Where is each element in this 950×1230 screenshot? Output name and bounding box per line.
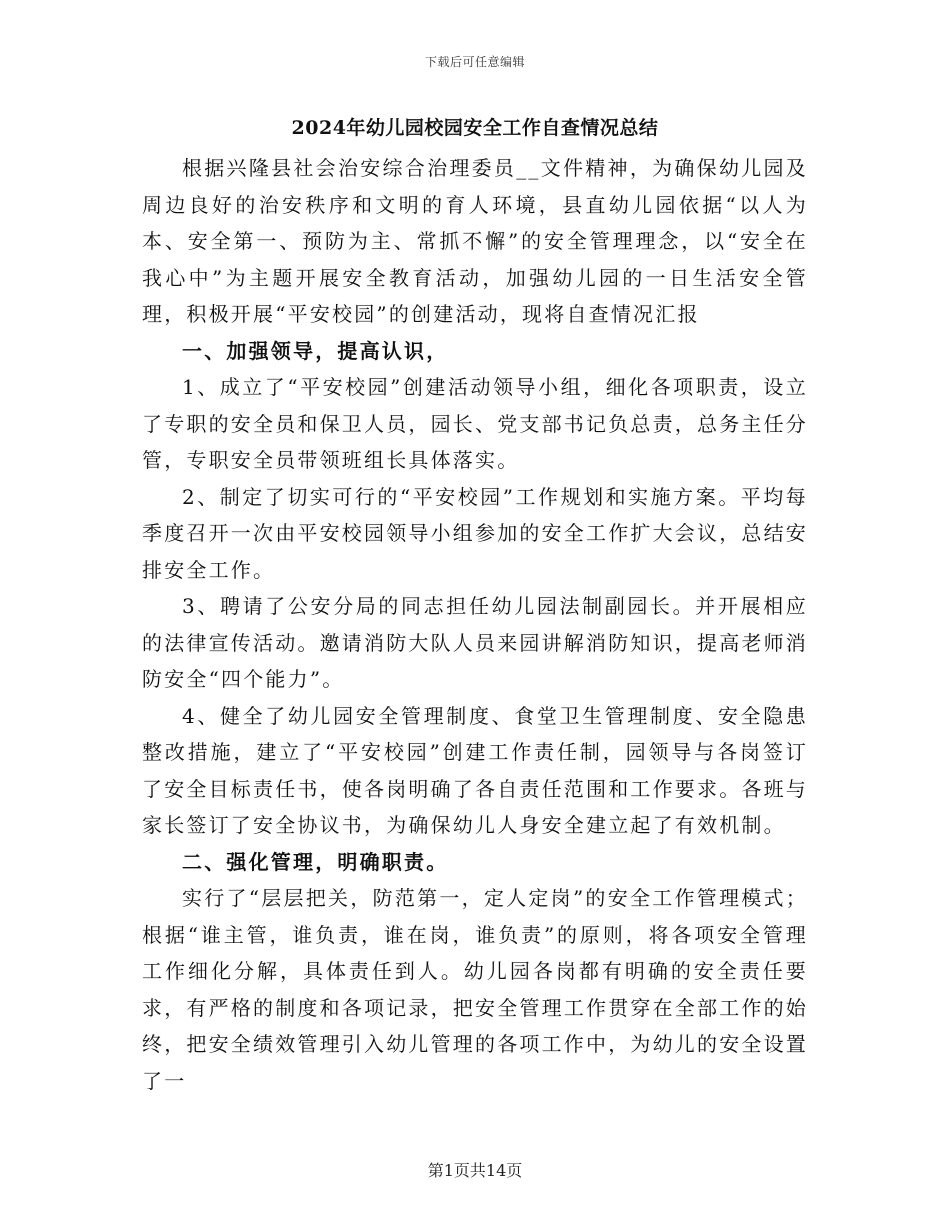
body-paragraph: 实行了“层层把关，防范第一，定人定岗”的安全工作管理模式；根据“谁主管，谁负责，谁在岗，谁负责”的原则，将各项安全管理工作细化分解，具体责任到人。幼儿园各岗都有明确的安全责任要求，有严格的制度和各项记录，把安全管理工作贯穿在全部工作的始终，把安全绩效管理引入幼儿管理的各项工作中，为幼儿的安全设置了一 xyxy=(142,886,808,1093)
body-paragraph: 4、健全了幼儿园安全管理制度、食堂卫生管理制度、安全隐患整改措施，建立了“平安校园”创建工作责任制，园领导与各岗签订了安全目标责任书，使各岗明确了各自责任范围和工作要求。各班与家长签订了安全协议书，为确保幼儿人身安全建立起了有效机制。 xyxy=(142,703,808,837)
document-body xyxy=(142,150,808,1099)
document-title: 2024年幼儿园校园安全工作自查情况总结 xyxy=(291,117,659,139)
section-heading-2: 二、强化管理，明确职责。 xyxy=(182,849,449,874)
intro-paragraph: 根据兴隆县社会治安综合治理委员__文件精神，为确保幼儿园及周边良好的治安秩序和文明的育人环境，县直幼儿园依据“以人为本、安全第一、预防为主、常抓不懈”的安全管理理念，以“安全在我心中”为主题开展安全教育活动，加强幼儿园的一日生活安全管理，积极开展“平安校园”的创建活动，现将自查情况汇报 xyxy=(142,156,808,326)
body-paragraph: 3、聘请了公安分局的同志担任幼儿园法制副园长。并开展相应的法律宣传活动。邀请消防大队人员来园讲解消防知识，提高老师消防安全“四个能力”。 xyxy=(142,594,808,691)
body-paragraph: 1、成立了“平安校园”创建活动领导小组，细化各项职责，设立了专职的安全员和保卫人员，园长、党支部书记负总责，总务主任分管，专职安全员带领班组长具体落实。 xyxy=(142,375,808,472)
header-note: 下载后可任意编辑 xyxy=(424,55,525,69)
page-number-footer: 第1页共14页 xyxy=(427,1161,523,1180)
body-paragraph: 2、制定了切实可行的“平安校园”工作规划和实施方案。平均每季度召开一次由平安校园领导小组参加的安全工作扩大会议，总结安排安全工作。 xyxy=(142,484,808,582)
section-heading-1: 一、加强领导，提高认识， xyxy=(182,338,449,363)
